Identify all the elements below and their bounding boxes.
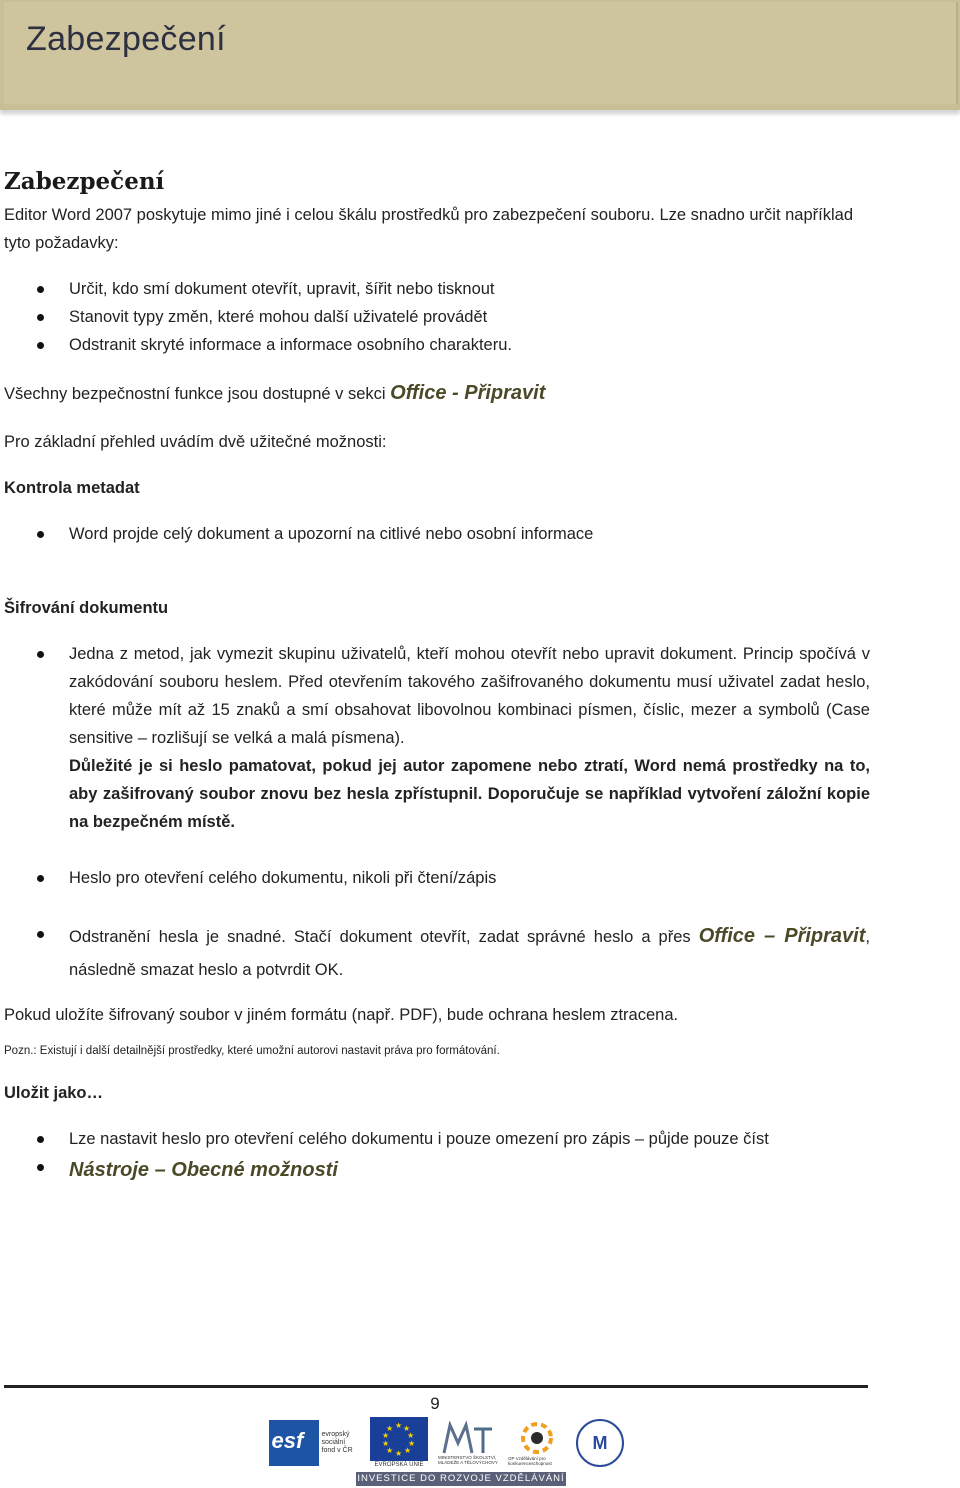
encryption-warning: Důležité je si heslo pamatovat, pokud jej autor zapomene nebo ztratí, Word nemá prostředky na to, aby zašifrovaný soubor znovu bez hesla zpřístupnil. Doporučuje se například vytvoření záložní kopie na bezpečném místě.	[69, 757, 870, 831]
op-icon	[517, 1420, 557, 1456]
eu-flag-icon: ★ ★ ★ ★ ★ ★ ★ ★ ★ ★	[370, 1417, 428, 1461]
header-banner-inner	[4, 2, 958, 104]
saveas-list	[4, 1125, 870, 1187]
muni-seal-icon: M	[576, 1419, 624, 1467]
remove-password-text: Odstranění hesla je snadné. Stačí dokument otevřít, zadat správné heslo a přes	[69, 928, 699, 946]
header-banner	[0, 0, 960, 110]
remove-password-suffix: , následně smazat heslo a potvrdit OK.	[69, 928, 870, 979]
encryption-list-3	[4, 920, 870, 987]
list-item: Lze nastavit heslo pro otevření celého dokumentu i pouze omezení pro zápis – půjde pouze číst	[4, 1125, 870, 1153]
esf-icon: esf	[269, 1420, 319, 1466]
encryption-list-2	[4, 864, 870, 892]
office-menu-reference: Office - Připravit	[390, 382, 546, 404]
esf-text: evropský sociální fond v ČR	[321, 1431, 353, 1454]
op-text: OP Vzdělávání pro konkurenceschopnost	[508, 1456, 552, 1466]
list-item: Určit, kdo smí dokument otevřít, upravit, šířit nebo tisknout	[4, 275, 870, 303]
footer-divider	[4, 1385, 868, 1388]
op-logo	[508, 1417, 566, 1469]
footer-logos	[268, 1414, 660, 1472]
encryption-heading: Šifrování dokumentu	[4, 599, 169, 617]
small-note: Pozn.: Existují i další detailnější prostředky, které umožní autorovi nastavit práva pro formátování.	[4, 1045, 500, 1057]
banner-title: Zabezpečení	[26, 20, 226, 58]
encryption-list	[4, 640, 870, 836]
security-line	[4, 379, 870, 408]
intro-paragraph: Editor Word 2007 poskytuje mimo jiné i celou škálu prostředků pro zabezpečení souboru. Lze snadno určit například tyto požadavky:	[4, 206, 854, 252]
overview-paragraph: Pro základní přehled uvádím dvě užitečné možnosti:	[4, 433, 387, 451]
office-menu-reference: Office – Připravit	[698, 925, 866, 947]
list-item: Heslo pro otevření celého dokumentu, nikoli při čtení/zápis	[4, 864, 870, 892]
list-item: Word projde celý dokument a upozorní na citlivé nebo osobní informace	[4, 520, 870, 548]
footer-caption: INVESTICE DO ROZVOJE VZDĚLÁVÁNÍ	[357, 1473, 565, 1484]
esf-logo	[268, 1417, 360, 1469]
pdf-note: Pokud uložíte šifrovaný soubor v jiném formátu (např. PDF), bude ochrana heslem ztracena.	[4, 1006, 679, 1024]
list-item: Nástroje – Obecné možnosti	[4, 1153, 870, 1187]
metadata-list	[4, 520, 870, 548]
document-body	[4, 160, 870, 1187]
saveas-heading: Uložit jako…	[4, 1084, 104, 1102]
list-item: Stanovit typy změn, které mohou další uživatelé provádět	[4, 303, 870, 331]
encryption-paragraph: Jedna z metod, jak vymezit skupinu uživatelů, kteří mohou otevřít nebo upravit dokument. Princip spočívá v zakódování souboru heslem. Před otevřením takového zašifrovaného dokumentu musí uživatel zadat heslo, které může mít až 15 znaků a smí obsahovat libovolnou kombinaci písmen, číslic, mezer a symbolů (Case sensitive – rozlišují se velká a malá písmena).	[69, 645, 870, 747]
page-number: 9	[430, 1394, 440, 1413]
list-item	[4, 640, 870, 836]
msmt-logo	[438, 1417, 498, 1469]
list-item: Odstranit skryté informace a informace osobního charakteru.	[4, 331, 870, 359]
requirements-list	[4, 275, 870, 359]
msmt-text: MINISTERSTVO ŠKOLSTVÍ, MLÁDEŽE A TĚLOVÝCHOVY	[438, 1455, 498, 1465]
msmt-icon	[442, 1421, 494, 1455]
section-heading: Zabezpečení	[4, 168, 165, 195]
metadata-heading: Kontrola metadat	[4, 479, 140, 497]
security-line-text: Všechny bezpečnostní funkce jsou dostupné v sekci	[4, 385, 391, 403]
eu-logo	[370, 1417, 428, 1469]
eu-text: EVROPSKÁ UNIE	[374, 1462, 424, 1468]
list-item	[4, 920, 870, 987]
